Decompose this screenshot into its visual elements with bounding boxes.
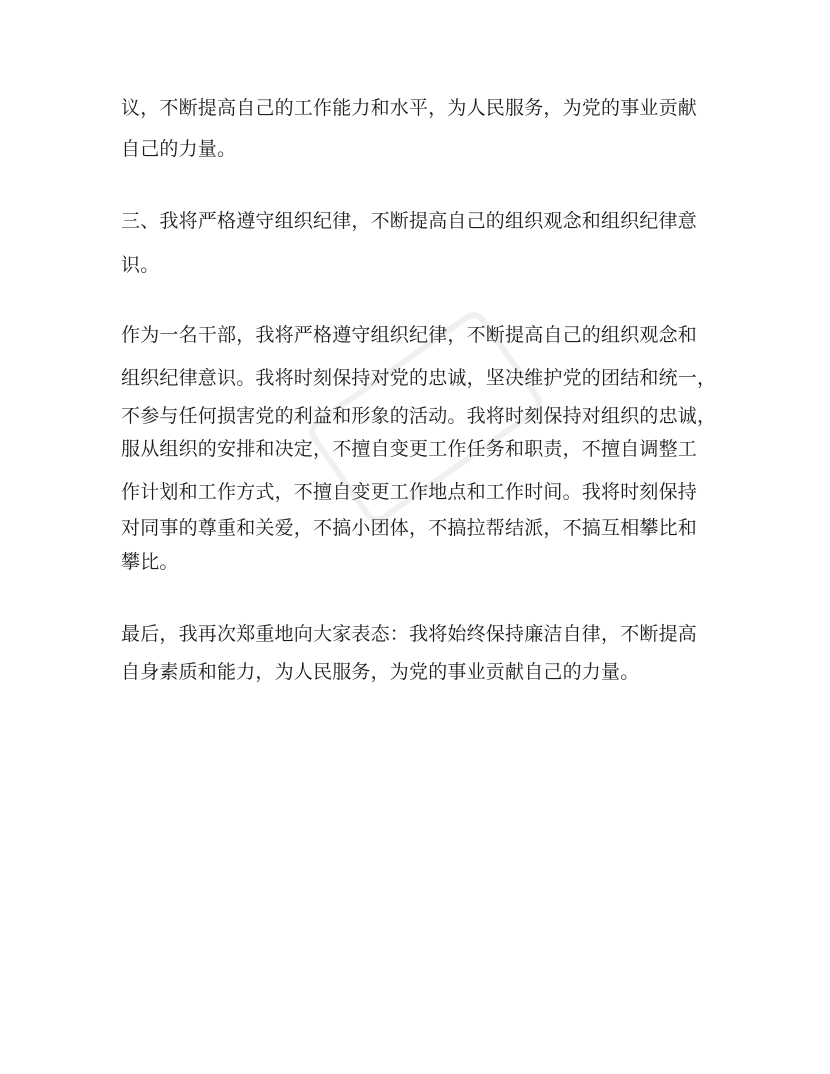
- paragraph-2-line-2: 识。: [121, 254, 160, 276]
- paragraph-4-line-1: 最后，我再次郑重地向大家表态：我将始终保持廉洁自律，不断提高: [121, 623, 698, 645]
- paragraph-3-line-5: 作计划和工作方式，不擅自变更工作地点和工作时间。我将时刻保持: [121, 481, 698, 503]
- paragraph-3-line-3: 不参与任何损害党的利益和形象的活动。我将时刻保持对组织的忠诚，: [121, 405, 717, 427]
- paragraph-1-line-1: 议，不断提高自己的工作能力和水平，为人民服务，为党的事业贡献: [121, 97, 698, 119]
- paragraph-2-line-1: 三、我将严格遵守组织纪律，不断提高自己的组织观念和组织纪律意: [121, 210, 698, 232]
- paragraph-3-line-4: 服从组织的安排和决定，不擅自变更工作任务和职责，不擅自调整工: [121, 438, 698, 460]
- paragraph-3-line-6: 对同事的尊重和关爱，不搞小团体，不搞拉帮结派，不搞互相攀比和: [121, 517, 698, 539]
- paragraph-3-line-1: 作为一名干部，我将严格遵守组织纪律，不断提高自己的组织观念和: [121, 324, 698, 346]
- paragraph-3-line-2: 组织纪律意识。我将时刻保持对党的忠诚，坚决维护党的团结和统一，: [121, 367, 717, 389]
- paragraph-4-line-2: 自身素质和能力，为人民服务，为党的事业贡献自己的力量。: [121, 661, 640, 683]
- paragraph-3-line-7: 攀比。: [121, 551, 179, 573]
- paragraph-1-line-2: 自己的力量。: [121, 138, 237, 160]
